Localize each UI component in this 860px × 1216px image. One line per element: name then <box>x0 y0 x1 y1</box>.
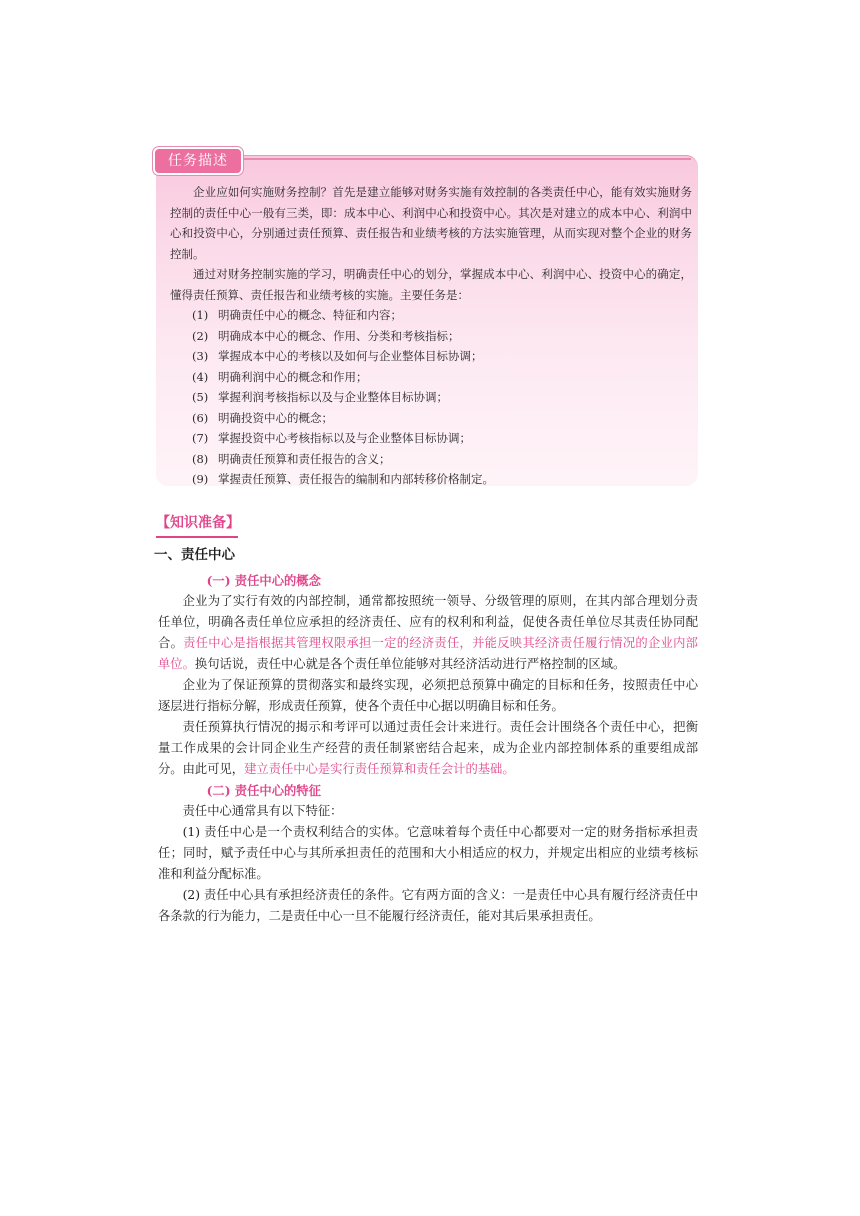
task-item-number: (2) <box>192 328 209 343</box>
paragraph-text: 换句话说，责任中心就是各个责任单位能够对其经济活动进行严格控制的区域。 <box>194 657 626 671</box>
task-list <box>170 305 692 490</box>
task-item-text: 明确成本中心的概念、作用、分类和考核指标； <box>218 328 460 343</box>
task-paragraph-1: 企业应如何实施财务控制？首先是建立能够对财务实施有效控制的各类责任中心，能有效实施财务控制的责任中心一般有三类，即：成本中心、利润中心和投资中心。其次是对建立的成本中心、利润中心和投资中心，分别通过责任预算、责任报告和业绩考核的方法实施管理，从而实现对整个企业的财务控制。 <box>170 185 692 261</box>
subsection-title-concept: (一) 责任中心的概念 <box>206 573 321 588</box>
task-item-text: 掌握利润考核指标以及与企业整体目标协调； <box>218 390 448 404</box>
knowledge-header-underline <box>156 536 238 538</box>
task-list-item <box>192 346 692 367</box>
task-list-item <box>192 326 692 347</box>
task-description-text <box>170 182 692 490</box>
task-list-item <box>192 367 692 388</box>
task-item-number: (3) <box>192 349 209 363</box>
task-list-item <box>192 469 692 490</box>
task-item-text: 掌握成本中心的考核以及如何与企业整体目标协调； <box>218 349 483 363</box>
paragraph-budget: 企业为了保证预算的贯彻落实和最终实现，必须把总预算中确定的目标和任务，按照责任中心逐层进行指标分解，形成责任预算，使各个责任中心据以明确目标和任务。 <box>158 678 698 713</box>
task-item-text: 明确责任中心的概念、特征和内容； <box>218 308 402 322</box>
task-list-item <box>192 408 692 429</box>
task-item-text: 明确投资中心的概念； <box>218 410 333 425</box>
task-paragraph-2: 通过对财务控制实施的学习，明确责任中心的划分，掌握成本中心、利润中心、投资中心的确定，懂得责任预算、责任报告和业绩考核的实施。主要任务是： <box>170 267 692 302</box>
task-item-number: (1) <box>192 308 209 322</box>
knowledge-body <box>158 570 698 927</box>
subsection-title-features: (二) 责任中心的特征 <box>206 783 321 798</box>
paragraph-text: 责任预算执行情况的揭示和考评可以通过责任会计来进行。责任会计围绕各个责任中心，把衡量工作成果的会计同企业生产经营的责任制紧密结合起来，成为企业内部控制体系的重要组成部分。由此可见， <box>158 720 698 776</box>
knowledge-header: 【知识准备】 <box>156 515 240 531</box>
highlighted-definition: 责任中心是指根据其管理权限承担一定的经济责任，并能反映其经济责任履行情况的企业内部单位。 <box>158 636 698 671</box>
task-item-number: (6) <box>192 410 209 425</box>
task-item-number: (4) <box>192 369 209 384</box>
task-tab-divider <box>241 158 691 160</box>
task-item-number: (9) <box>192 472 209 486</box>
paragraph-text: 企业为了实行有效的内部控制，通常都按照统一领导、分级管理的原则，在其内部合理划分责任单位，明确各责任单位应承担的经济责任、应有的权利和利益，促使各责任单位尽其责任协同配合。 <box>158 594 698 650</box>
section-title: 一、责任中心 <box>154 547 235 563</box>
task-item-text: 明确责任预算和责任报告的含义； <box>218 451 391 466</box>
task-list-item <box>192 449 692 470</box>
paragraph-feature-1: (1) 责任中心是一个责权利结合的实体。它意味着每个责任中心都要对一定的财务指标承担责任；同时，赋予责任中心与其所承担责任的范围和大小相适应的权力，并规定出相应的业绩考核标准和利益分配标准。 <box>158 825 698 881</box>
paragraph-concept <box>158 591 698 675</box>
task-item-number: (7) <box>192 431 209 445</box>
task-list-item <box>192 428 692 449</box>
task-item-number: (8) <box>192 451 209 466</box>
task-item-text: 掌握责任预算、责任报告的编制和内部转移价格制定。 <box>218 472 494 486</box>
paragraph-features-intro: 责任中心通常具有以下特征： <box>182 804 343 818</box>
task-item-text: 掌握投资中心考核指标以及与企业整体目标协调； <box>218 431 471 445</box>
task-list-item <box>192 387 692 408</box>
task-list-item <box>192 305 692 326</box>
task-item-number: (5) <box>192 390 209 404</box>
task-tab-label: 任务描述 <box>153 147 243 175</box>
task-item-text: 明确利润中心的概念和作用； <box>218 369 368 384</box>
paragraph-feature-2: (2) 责任中心具有承担经济责任的条件。它有两方面的含义：一是责任中心具有履行经济责任中各条款的行为能力，二是责任中心一旦不能履行经济责任，能对其后果承担责任。 <box>158 888 698 923</box>
paragraph-accounting <box>158 717 698 780</box>
highlighted-conclusion: 建立责任中心是实行责任预算和责任会计的基础。 <box>244 762 515 776</box>
